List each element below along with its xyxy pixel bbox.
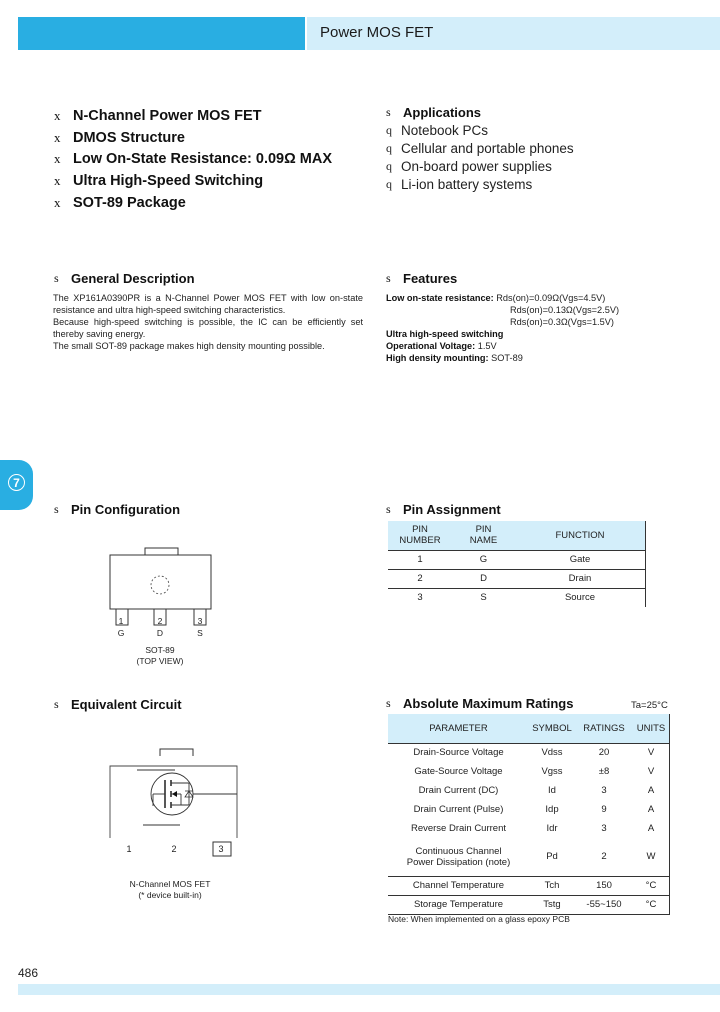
table-row: Drain Current (DC) Id 3 A bbox=[388, 781, 670, 800]
circuit-caption: (* device built-in) bbox=[138, 890, 202, 900]
header-accent-bar bbox=[18, 17, 305, 50]
table-row: Drain-Source Voltage Vdss 20 V bbox=[388, 743, 670, 762]
application-item: q Notebook PCs bbox=[386, 122, 489, 138]
application-item: q On-board power supplies bbox=[386, 158, 552, 174]
application-item: q Cellular and portable phones bbox=[386, 140, 574, 156]
pin-name-label: S bbox=[197, 628, 203, 638]
pin-assignment-table bbox=[388, 521, 646, 607]
table-header: PIN NUMBER bbox=[388, 521, 452, 550]
table-header: FUNCTION bbox=[515, 521, 646, 550]
application-item: q Li-ion battery systems bbox=[386, 177, 533, 193]
pin-name-label: D bbox=[156, 628, 164, 638]
table-row: Continuous Channel Power Dissipation (note) Pd 2 W bbox=[388, 838, 670, 876]
key-feature-item: x DMOS Structure bbox=[54, 129, 185, 146]
key-feature-item: x SOT-89 Package bbox=[54, 195, 186, 212]
circuit-pin-label: 2 bbox=[171, 844, 177, 854]
key-feature-item: x Ultra High-Speed Switching bbox=[54, 173, 264, 190]
table-row: 3 S Source bbox=[388, 588, 646, 607]
table-row: Reverse Drain Current Idr 3 A bbox=[388, 819, 670, 838]
pin-assignment-title: s Pin Assignment bbox=[386, 502, 501, 517]
absolute-maximum-ratings-title: s Absolute Maximum Ratings bbox=[386, 696, 574, 711]
applications-section bbox=[386, 104, 706, 194]
table-row: 2 D Drain bbox=[388, 569, 646, 588]
pin-configuration-title: s Pin Configuration bbox=[54, 502, 181, 517]
bullet-mark: x bbox=[54, 195, 61, 211]
bullet-mark: x bbox=[54, 173, 61, 189]
table-header: RATINGS bbox=[575, 714, 633, 743]
package-label: SOT-89 bbox=[145, 645, 175, 655]
general-description-title: s General Description bbox=[54, 271, 195, 286]
circuit-pin-label: 3 bbox=[218, 844, 224, 854]
circuit-caption: N-Channel MOS FET bbox=[129, 879, 211, 889]
table-header: PIN NAME bbox=[452, 521, 515, 550]
features-title: s Features bbox=[386, 271, 458, 286]
table-header: UNITS bbox=[633, 714, 670, 743]
bullet-mark: x bbox=[54, 107, 61, 123]
table-header: SYMBOL bbox=[529, 714, 575, 743]
page-number: 486 bbox=[18, 966, 39, 980]
absolute-maximum-ratings-table bbox=[388, 714, 670, 915]
applications-title: s Applications bbox=[386, 104, 482, 120]
table-row: Drain Current (Pulse) Idp 9 A bbox=[388, 800, 670, 819]
key-feature-list bbox=[54, 105, 374, 214]
table-row: Channel Temperature Tch 150 °C bbox=[388, 876, 670, 895]
key-feature-item: x Low On-State Resistance: 0.09Ω MAX bbox=[54, 151, 332, 168]
bullet-mark: x bbox=[54, 151, 61, 167]
chapter-number-badge: 7 bbox=[8, 474, 25, 491]
table-row: Storage Temperature Tstg -55~150 °C bbox=[388, 895, 670, 914]
mosfet-circuit-icon bbox=[105, 744, 245, 860]
key-feature-item: x N-Channel Power MOS FET bbox=[54, 107, 262, 124]
table-row: 1 G Gate bbox=[388, 550, 646, 569]
pin-name-label: G bbox=[117, 628, 125, 638]
pin-number-label: 3 bbox=[197, 616, 203, 626]
circuit-pin-label: 1 bbox=[126, 844, 132, 854]
pin-number-label: 1 bbox=[118, 616, 124, 626]
temperature-condition: Ta=25°C bbox=[631, 700, 668, 711]
general-description-text: The XP161A0390PR is a N-Channel Power MOS FET with low on-state resistance and ultra high-speed switching characteristics. Because high-speed switching is possible, the IC can be efficiently set thereby saving energy. The small SOT-89 package makes high density mounting possible. bbox=[53, 293, 363, 351]
table-row: Gate-Source Voltage Vgss ±8 V bbox=[388, 762, 670, 781]
pin-number-label: 2 bbox=[157, 616, 163, 626]
bullet-mark: x bbox=[54, 129, 61, 145]
equivalent-circuit-title: s Equivalent Circuit bbox=[54, 697, 182, 712]
view-label: (TOP VIEW) bbox=[136, 656, 184, 666]
ratings-note: Note: When implemented on a glass epoxy PCB bbox=[388, 914, 570, 924]
features-list: Low on-state resistance: Rds(on)=0.09Ω(Vgs=4.5V) Rds(on)=0.13Ω(Vgs=2.5V) Rds(on)=0.3Ω(Vgs=1.5V) Ultra high-speed switching Operational Voltage: 1.5V High density mounting: SOT-89 bbox=[386, 293, 620, 363]
page-title: Power MOS FET bbox=[320, 24, 434, 41]
footer-bar bbox=[18, 984, 720, 995]
table-header: PARAMETER bbox=[388, 714, 529, 743]
